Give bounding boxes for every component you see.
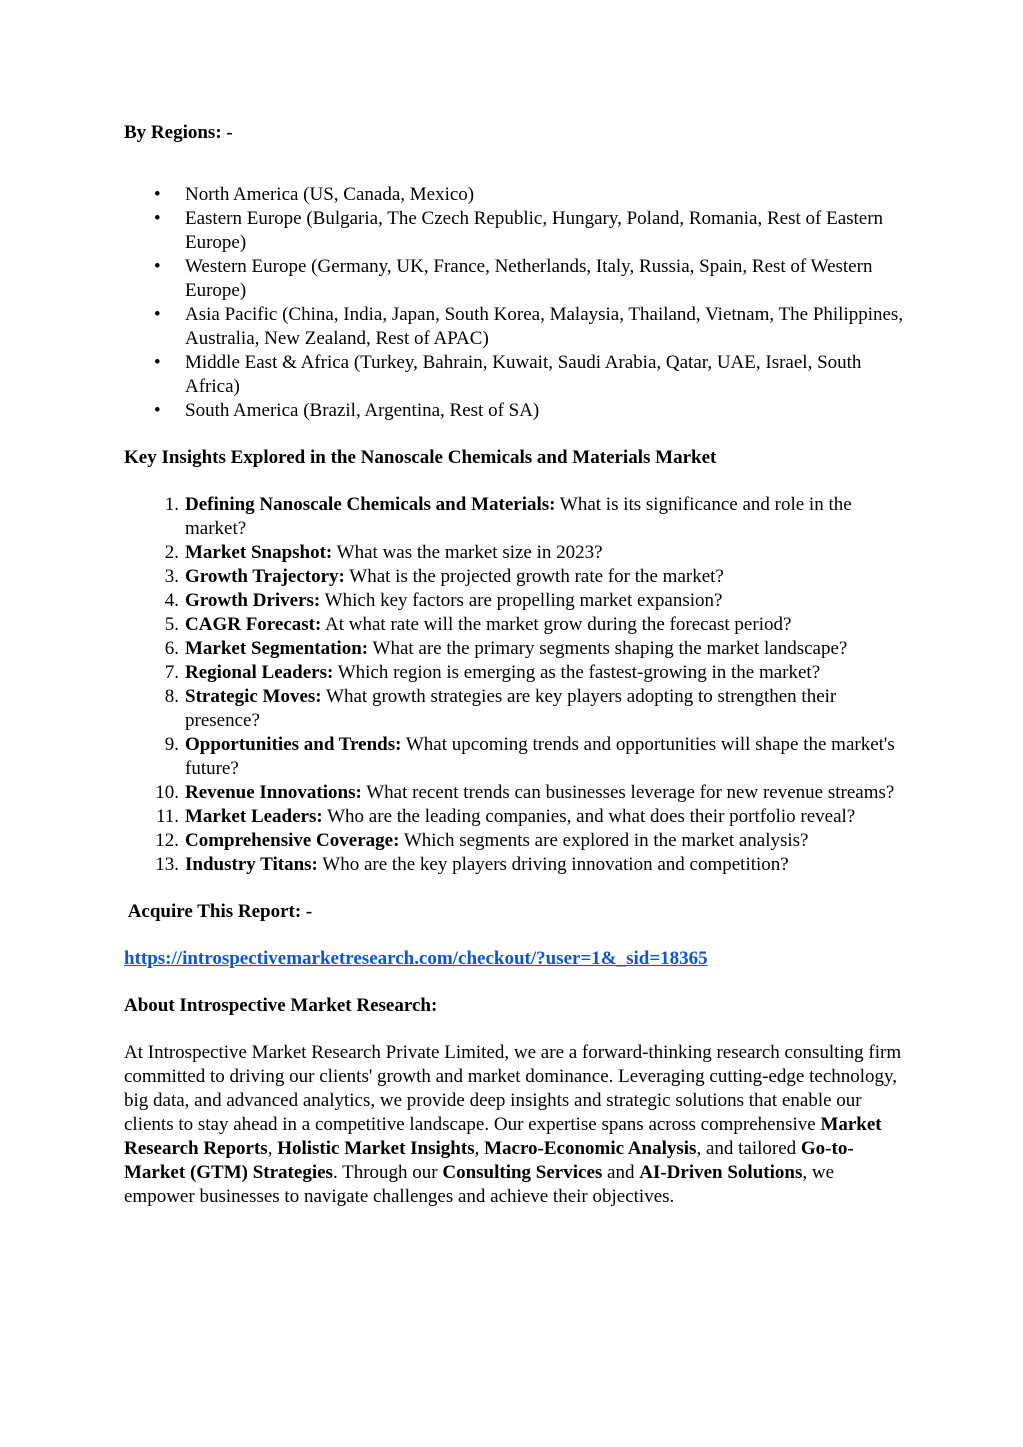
list-item	[124, 685, 904, 733]
list-item	[124, 781, 904, 805]
item-term: Market Leaders:	[185, 806, 323, 827]
list-item	[124, 183, 904, 207]
region-text: Western Europe (Germany, UK, France, Netherlands, Italy, Russia, Spain, Rest of Western Europe)	[185, 256, 873, 301]
item-text: What recent trends can businesses leverage for new revenue streams?	[361, 782, 895, 803]
document-page	[124, 121, 904, 1209]
list-item	[124, 829, 904, 853]
item-number: 13.	[155, 854, 179, 875]
region-text: Eastern Europe (Bulgaria, The Czech Republic, Hungary, Poland, Romania, Rest of Eastern Europe)	[185, 208, 884, 253]
list-item	[124, 351, 904, 399]
item-number: 12.	[155, 830, 179, 851]
about-bold-term: AI-Driven Solutions	[639, 1162, 803, 1183]
about-bold-term: Holistic Market Insights	[277, 1138, 475, 1159]
item-number: 8.	[164, 686, 179, 707]
about-bold-term: Go-to-Market (GTM) Strategies	[124, 1138, 854, 1183]
list-item	[124, 613, 904, 637]
bullet-icon: •	[154, 304, 161, 325]
item-number: 5.	[164, 614, 179, 635]
about-text: and	[602, 1162, 640, 1183]
item-number: 4.	[164, 590, 179, 611]
item-number: 10.	[155, 782, 179, 803]
item-number: 6.	[164, 638, 179, 659]
about-bold-term: Consulting Services	[442, 1162, 603, 1183]
item-text: Which segments are explored in the market analysis?	[399, 830, 809, 851]
list-item	[124, 541, 904, 565]
item-term: Regional Leaders:	[185, 662, 334, 683]
checkout-link[interactable]: https://introspectivemarketresearch.com/checkout/?user=1&_sid=18365	[124, 948, 708, 969]
item-text: Which region is emerging as the fastest-growing in the market?	[333, 662, 821, 683]
region-text: South America (Brazil, Argentina, Rest of SA)	[185, 400, 540, 421]
insights-heading: Key Insights Explored in the Nanoscale Chemicals and Materials Market	[124, 447, 717, 468]
item-term: Industry Titans:	[185, 854, 318, 875]
item-text: What are the primary segments shaping the market landscape?	[368, 638, 848, 659]
item-text: Which key factors are propelling market expansion?	[320, 590, 723, 611]
item-number: 7.	[164, 662, 179, 683]
list-item	[124, 805, 904, 829]
item-number: 3.	[164, 566, 179, 587]
regions-heading: By Regions: -	[124, 122, 233, 143]
item-text: What is its significance and role in the market?	[185, 494, 852, 539]
item-text: Who are the key players driving innovation and competition?	[317, 854, 789, 875]
item-text: What growth strategies are key players adopting to strengthen their presence?	[185, 686, 837, 731]
item-text: Who are the leading companies, and what does their portfolio reveal?	[322, 806, 856, 827]
list-item	[124, 493, 904, 541]
item-text: What is the projected growth rate for the market?	[344, 566, 724, 587]
item-term: Comprehensive Coverage:	[185, 830, 400, 851]
about-bold-term: Market Research Reports	[124, 1114, 882, 1159]
checkout-link-line	[124, 947, 904, 971]
item-term: Opportunities and Trends:	[185, 734, 402, 755]
bullet-icon: •	[154, 352, 161, 373]
region-text: Asia Pacific (China, India, Japan, South Korea, Malaysia, Thailand, Vietnam, The Philippines, Australia, New Zealand, Rest of APAC)	[185, 304, 904, 349]
item-term: Strategic Moves:	[185, 686, 322, 707]
list-item	[124, 255, 904, 303]
item-term: Growth Trajectory:	[185, 566, 345, 587]
item-term: Market Snapshot:	[185, 542, 333, 563]
bullet-icon: •	[154, 400, 161, 421]
item-term: Revenue Innovations:	[185, 782, 362, 803]
region-text: North America (US, Canada, Mexico)	[185, 184, 475, 205]
item-number: 9.	[164, 734, 179, 755]
list-item	[124, 661, 904, 685]
list-item	[124, 399, 904, 423]
about-text: ,	[474, 1138, 485, 1159]
list-item	[124, 303, 904, 351]
item-number: 1.	[164, 494, 179, 515]
list-item	[124, 207, 904, 255]
about-text: . Through our	[332, 1162, 443, 1183]
about-text: , we empower businesses to navigate challenges and achieve their objectives.	[124, 1162, 834, 1207]
about-text: At Introspective Market Research Private Limited, we are a forward-thinking research consulting firm committed to driving our clients' growth and market dominance. Leveraging cutting-edge technology, big data, and advanced analytics, we provide deep insights and strategic solutions that enable our clients to stay ahead in a competitive landscape. Our expertise spans across comprehensive	[124, 1042, 902, 1135]
list-item	[124, 733, 904, 781]
list-item	[124, 589, 904, 613]
region-text: Middle East & Africa (Turkey, Bahrain, Kuwait, Saudi Arabia, Qatar, UAE, Israel, South Africa)	[185, 352, 862, 397]
about-text: ,	[267, 1138, 278, 1159]
regions-list	[124, 183, 904, 423]
acquire-heading: Acquire This Report: -	[124, 901, 313, 922]
about-bold-term: Macro-Economic Analysis	[484, 1138, 697, 1159]
bullet-icon: •	[154, 184, 161, 205]
item-text: At what rate will the market grow during the forecast period?	[321, 614, 792, 635]
about-heading: About Introspective Market Research:	[124, 995, 438, 1016]
item-term: CAGR Forecast:	[185, 614, 322, 635]
bullet-icon: •	[154, 208, 161, 229]
about-paragraph	[124, 1041, 904, 1209]
item-number: 11.	[155, 806, 179, 827]
list-item	[124, 853, 904, 877]
list-item	[124, 565, 904, 589]
list-item	[124, 637, 904, 661]
about-text: , and tailored	[696, 1138, 801, 1159]
item-term: Defining Nanoscale Chemicals and Materials:	[185, 494, 556, 515]
item-text: What upcoming trends and opportunities will shape the market's future?	[185, 734, 895, 779]
item-number: 2.	[164, 542, 179, 563]
item-text: What was the market size in 2023?	[332, 542, 603, 563]
bullet-icon: •	[154, 256, 161, 277]
item-term: Growth Drivers:	[185, 590, 321, 611]
insights-list	[124, 493, 904, 877]
item-term: Market Segmentation:	[185, 638, 369, 659]
